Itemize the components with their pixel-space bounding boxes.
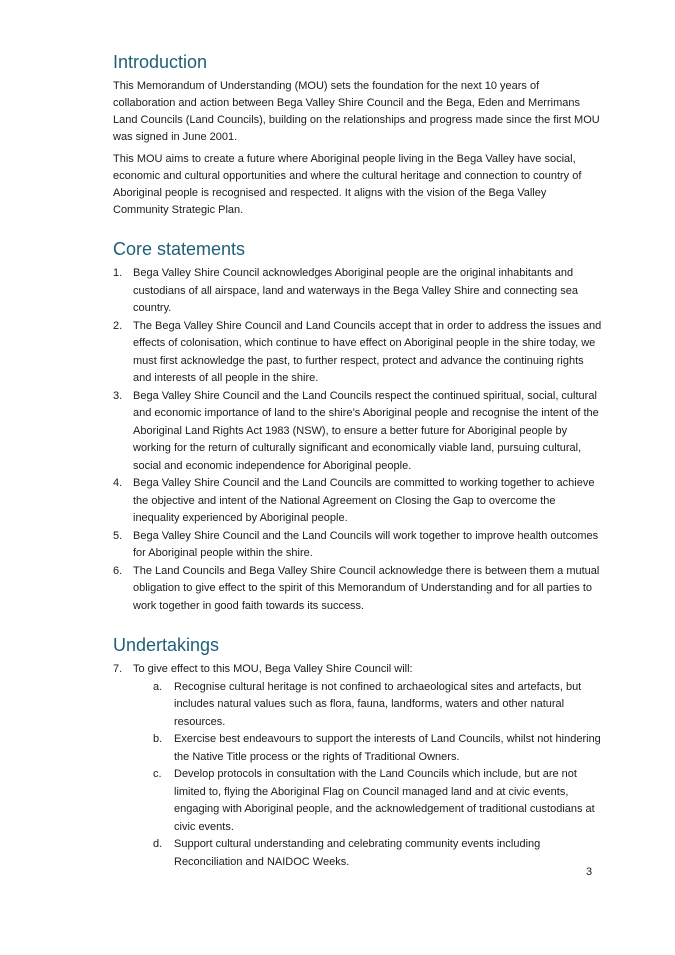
undertakings-list bbox=[113, 661, 603, 679]
sub-list-item-letter: c. bbox=[153, 768, 162, 780]
list-item-number: 5. bbox=[113, 529, 123, 542]
list-item bbox=[113, 475, 603, 528]
page-content bbox=[113, 50, 603, 871]
introduction-heading: Introduction bbox=[113, 52, 208, 72]
list-item bbox=[113, 528, 603, 563]
list-item-text: The Bega Valley Shire Council and Land Councils accept that in order to address the issues and effects of colonisation, which continue to have effect on Aboriginal people in the shire today, we must first acknowledge the past, to further respect, protect and advance the continuing rights and interests of all people in the shire. bbox=[133, 319, 602, 384]
list-item-text: Bega Valley Shire Council and the Land Councils will work together to improve health outcomes for Aboriginal people within the shire. bbox=[133, 529, 599, 559]
list-item-number: 4. bbox=[113, 477, 123, 489]
sub-list-item-letter: d. bbox=[153, 838, 163, 850]
list-item-number: 2. bbox=[113, 319, 123, 332]
sub-list-item bbox=[113, 766, 603, 836]
sub-list-item bbox=[113, 679, 603, 732]
list-item-number: 3. bbox=[113, 389, 123, 402]
list-item-number: 1. bbox=[113, 267, 123, 279]
list-item-number: 7. bbox=[113, 663, 123, 675]
intro-paragraph: This Memorandum of Understanding (MOU) sets the foundation for the next 10 years of collaboration and action between Bega Valley Shire Council and the Bega, Eden and Merrimans Land Councils (Land Councils), building on the relationships and progress made since the first MOU was signed in June 2001. bbox=[113, 80, 600, 143]
list-item-text: Bega Valley Shire Council acknowledges Aboriginal people are the original inhabitants and custodians of all airspace, land and waterways in the Bega Valley Shire and connecting sea country. bbox=[133, 267, 578, 314]
sub-list-item bbox=[113, 731, 603, 766]
sub-list-item-text: Develop protocols in consultation with the Land Councils which include, but are not limited to, flying the Aboriginal Flag on Council managed land and at civic events, engaging with Aboriginal people, and the acknowledgement of traditional custodians at civic events. bbox=[174, 768, 595, 833]
list-item-text: The Land Councils and Bega Valley Shire Council acknowledge there is between them a mutual obligation to give effect to the spirit of this Memorandum of Understanding and for all parties to work together in good faith towards its success. bbox=[133, 564, 600, 612]
list-item bbox=[113, 265, 603, 318]
intro-paragraph: This MOU aims to create a future where Aboriginal people living in the Bega Valley have social, economic and cultural opportunities and where the cultural heritage and connection to country of Aboriginal people is recognised and respected. It aligns with the vision of the Bega Valley Community Strategic Plan. bbox=[113, 153, 582, 216]
list-item-text: To give effect to this MOU, Bega Valley Shire Council will: bbox=[133, 663, 413, 675]
list-item-number: 6. bbox=[113, 564, 123, 577]
sub-list-item-text: Support cultural understanding and celebrating community events including Reconciliation and NAIDOC Weeks. bbox=[174, 838, 541, 868]
sub-list-item-text: Exercise best endeavours to support the interests of Land Councils, whilst not hindering the Native Title process or the rights of Traditional Owners. bbox=[174, 733, 601, 763]
sub-list-item-letter: a. bbox=[153, 680, 163, 693]
sub-list-item bbox=[113, 836, 603, 871]
sub-list-item-letter: b. bbox=[153, 733, 163, 745]
list-item bbox=[113, 318, 603, 388]
undertakings-heading: Undertakings bbox=[113, 635, 220, 655]
list-item bbox=[113, 661, 603, 679]
page-number: 3 bbox=[586, 866, 593, 878]
sub-list-item-text: Recognise cultural heritage is not confined to archaeological sites and artefacts, but includes natural values such as flora, fauna, landforms, waters and other natural resources. bbox=[174, 680, 582, 728]
list-item bbox=[113, 563, 603, 616]
core-statements-list bbox=[113, 265, 603, 615]
undertakings-sublist bbox=[113, 679, 603, 872]
list-item bbox=[113, 388, 603, 476]
core-statements-heading: Core statements bbox=[113, 239, 246, 259]
list-item-text: Bega Valley Shire Council and the Land Councils are committed to working together to achieve the objective and intent of the National Agreement on Closing the Gap to overcome the inequality experienced by Aboriginal people. bbox=[133, 477, 595, 524]
list-item-text: Bega Valley Shire Council and the Land Councils respect the continued spiritual, social, cultural and economic importance of land to the shire’s Aboriginal people and recognise the intent of the Aboriginal Land Rights Act 1983 (NSW), to ensure a better future for Aboriginal people by working for the return of culturally significant and economically viable land, pursuing cultural, social and economic independence for Aboriginal people. bbox=[133, 389, 599, 472]
